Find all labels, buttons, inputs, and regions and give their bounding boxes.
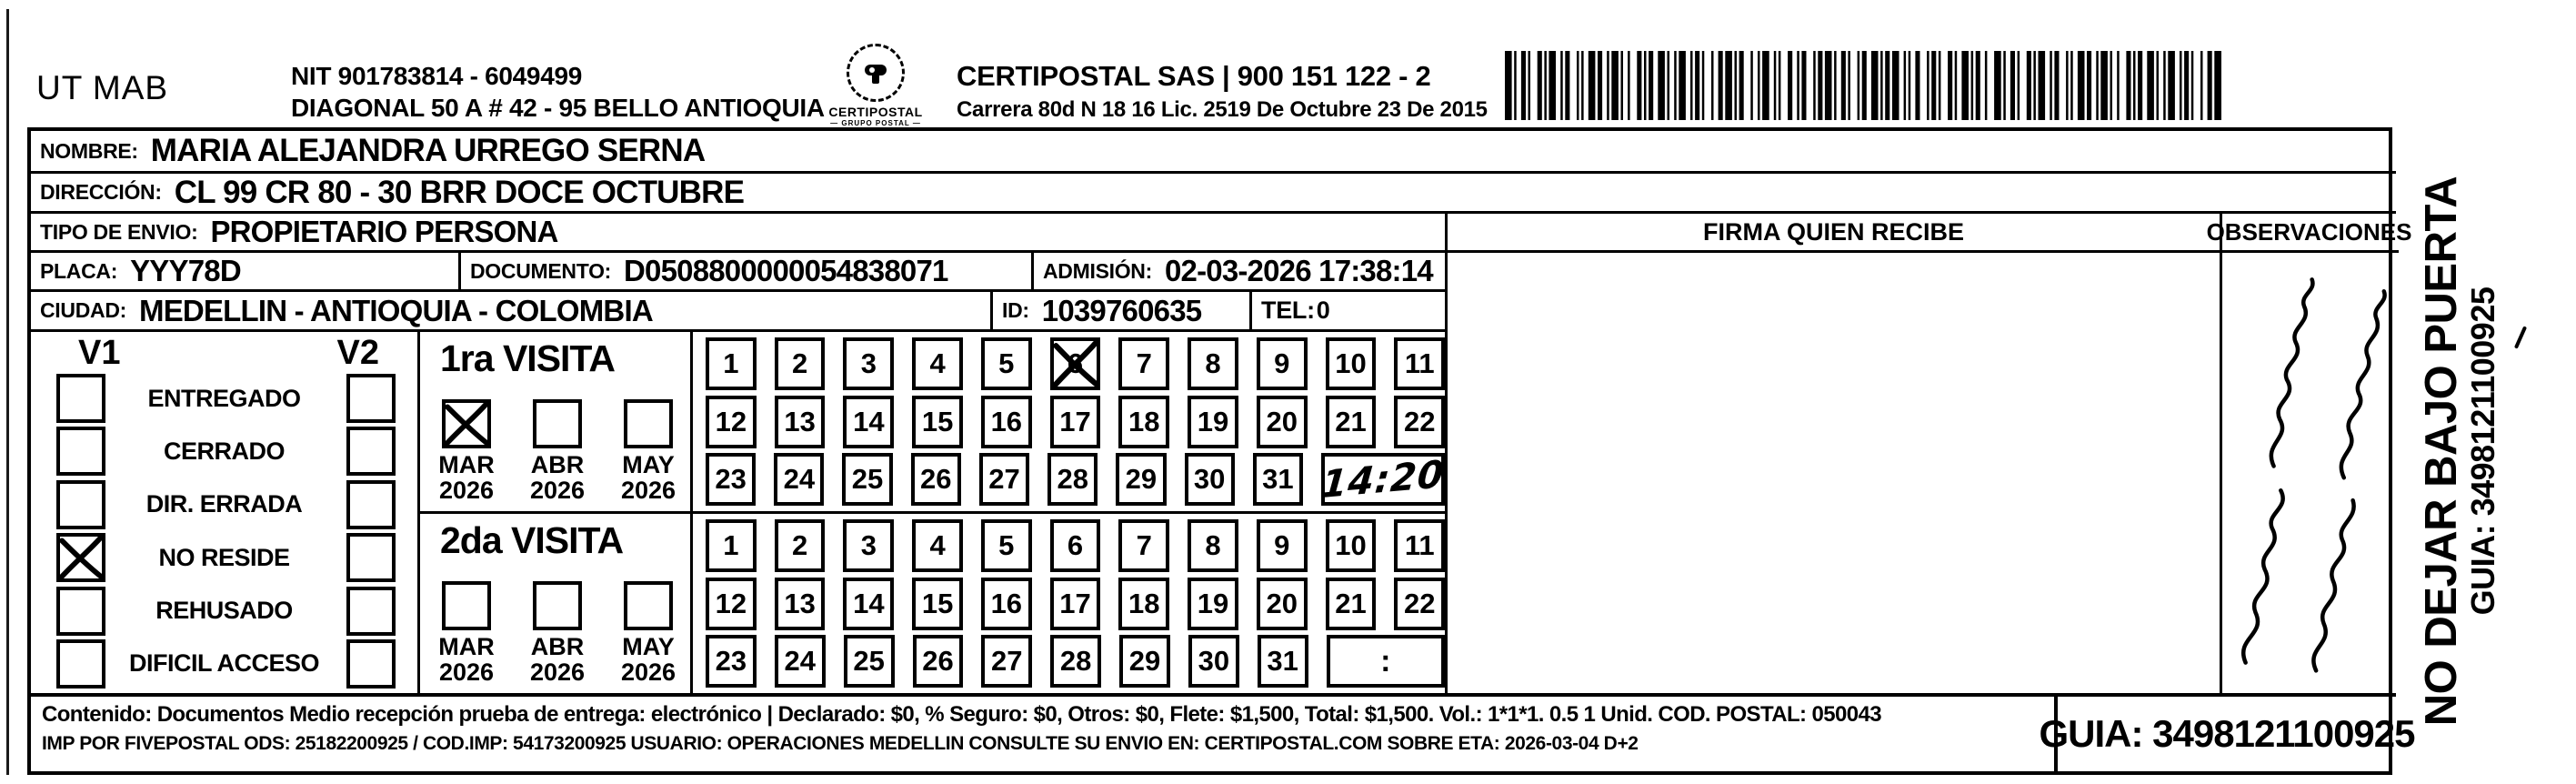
day-cell: 3: [843, 337, 894, 390]
day-row: [706, 337, 1445, 390]
visit-time-cell: [1321, 453, 1445, 506]
day-cell: 1: [706, 337, 757, 390]
contenido-line1: Contenido: Documentos Medio recepción prueba de entrega: electrónico | Declarado: $0, % Seguro: $0, Otros: $0, Flete: $1,500, Total: $1,500. Vol.: 1*1*1. 0.5 1 Unid. COD. POSTAL: 050043: [42, 702, 1881, 727]
contenido-line2: IMP POR FIVEPOSTAL ODS: 25182200925 / COD.IMP: 54173200925 USUARIO: OPERACIONES MEDELLIN CONSULTE SU ENVIO EN: CERTIPOSTAL.COM SOBRE ETA: 2026-03-04 D+2: [42, 733, 1639, 754]
day-cell: 16: [981, 578, 1032, 630]
v2-checkbox: [346, 639, 396, 689]
admision-cell: [1031, 250, 1445, 289]
status-option-label: CERRADO: [163, 437, 285, 465]
month-year: 2026: [620, 477, 677, 504]
side-warning-strip: [2391, 127, 2528, 775]
month-checkbox: [533, 399, 582, 448]
status-row: [31, 480, 417, 526]
visit-month: [615, 581, 682, 685]
nombre-label: NOMBRE:: [40, 138, 138, 163]
v1-checkbox: [56, 480, 105, 529]
day-cell: 16: [981, 396, 1032, 448]
placa-cell: [31, 250, 458, 289]
delivery-table: [27, 127, 2415, 775]
handwritten-x-mark: [440, 397, 493, 450]
day-cell: 13: [775, 578, 826, 630]
day-cell: 30: [1185, 453, 1235, 506]
tipo-envio-cell: [31, 211, 1445, 250]
direccion-label: DIRECCIÓN:: [40, 180, 162, 204]
day-cell: 9: [1257, 519, 1308, 572]
day-cell: 10: [1326, 519, 1377, 572]
second-visit-months: [433, 581, 682, 685]
documento-label: DOCUMENTO:: [470, 258, 612, 283]
handwritten-x-mark: [55, 531, 107, 584]
day-cell: 28: [1050, 635, 1101, 688]
nombre-row: [31, 131, 2396, 171]
month-name: MAR: [438, 451, 495, 478]
day-cell: 15: [912, 578, 963, 630]
side-guia-text: GUIA: 3498121100925: [2463, 286, 2501, 616]
day-cell: 25: [842, 453, 892, 506]
logo-tagline: — GRUPO POSTAL —: [830, 119, 921, 127]
status-rows: [31, 372, 417, 692]
barcode-image: [1505, 51, 2221, 120]
handwritten-time: 14:20: [1319, 452, 1447, 508]
day-cell: 4: [912, 337, 963, 390]
day-cell: 8: [1188, 337, 1238, 390]
tipo-envio-label: TIPO DE ENVIO:: [40, 219, 198, 244]
visit-month: [433, 581, 500, 685]
day-cell: 13: [775, 396, 826, 448]
v1-header: V1: [78, 334, 121, 372]
ciudad-value: MEDELLIN - ANTIOQUIA - COLOMBIA: [139, 293, 653, 327]
day-cell: 2: [775, 337, 826, 390]
day-cell: 19: [1188, 578, 1238, 630]
status-row: [31, 374, 417, 419]
day-cell: 11: [1394, 337, 1445, 390]
visit-month: [524, 399, 591, 503]
sender-address-block: [291, 60, 825, 124]
v1-checkbox: [56, 427, 105, 476]
day-cell: 12: [706, 578, 757, 630]
side-warning-text: NO DEJAR BAJO PUERTA: [2417, 176, 2467, 727]
month-checkbox: [533, 581, 582, 630]
documento-cell: [458, 250, 1031, 289]
v1-checkbox: [56, 533, 105, 582]
day-cell: 14: [843, 578, 894, 630]
unit-code: UT MAB: [36, 69, 169, 106]
visit-month: [433, 399, 500, 503]
day-cell: 30: [1188, 635, 1239, 688]
documento-value: D0508800000054838071: [624, 254, 948, 287]
status-option-label: DIR. ERRADA: [145, 490, 303, 518]
month-year: 2026: [438, 658, 495, 686]
month-year: 2026: [529, 477, 586, 504]
company-name-line: CERTIPOSTAL SAS | 900 151 122 - 2: [957, 60, 1431, 92]
day-cell: 31: [1258, 635, 1308, 688]
placa-label: PLACA:: [40, 258, 118, 283]
day-cell: 21: [1326, 396, 1377, 448]
month-checkbox: [624, 399, 673, 448]
month-year: 2026: [529, 658, 586, 686]
day-cell: 27: [979, 453, 1029, 506]
day-cell: 15: [912, 396, 963, 448]
scan-edge-line: [6, 9, 9, 775]
logo-stamp-icon: [847, 44, 905, 102]
day-cell: 20: [1257, 396, 1308, 448]
day-cell: 11: [1394, 519, 1445, 572]
day-cell: 19: [1188, 396, 1238, 448]
month-checkbox: [624, 581, 673, 630]
day-cell: 18: [1118, 578, 1169, 630]
placa-value: YYY78D: [130, 254, 241, 287]
id-value: 1039760635: [1041, 293, 1202, 327]
day-cell: 29: [1119, 635, 1170, 688]
v2-checkbox: [346, 587, 396, 636]
first-visit-months: [433, 399, 682, 503]
id-cell: [990, 289, 1249, 329]
v1-checkbox: [56, 587, 105, 636]
day-cell: 28: [1047, 453, 1098, 506]
tipo-envio-value: PROPIETARIO PERSONA: [210, 215, 558, 248]
day-cell: 20: [1257, 578, 1308, 630]
v2-checkbox: [346, 533, 396, 582]
month-year: 2026: [438, 477, 495, 504]
direccion-row: [31, 171, 2396, 211]
day-cell: 9: [1257, 337, 1308, 390]
month-name: MAY: [622, 451, 675, 478]
day-cell: 7: [1118, 337, 1169, 390]
day-cell: 5: [981, 337, 1032, 390]
company-info-block: [957, 60, 1488, 123]
status-row: [31, 427, 417, 472]
month-checkbox: [442, 581, 491, 630]
day-cell: 23: [706, 453, 756, 506]
visit-time-cell: [1327, 635, 1445, 688]
v2-header: V2: [336, 334, 379, 372]
day-cell: 25: [844, 635, 895, 688]
day-cell: 24: [775, 635, 826, 688]
day-cell: 22: [1394, 396, 1445, 448]
nit-line: NIT 901783814 - 6049499: [291, 62, 583, 90]
day-row: [706, 396, 1445, 448]
day-cell: 10: [1326, 337, 1377, 390]
month-name: MAY: [622, 633, 675, 660]
v2-checkbox: [346, 427, 396, 476]
company-license-line: Carrera 80d N 18 16 Lic. 2519 De Octubre 23 De 2015: [957, 97, 1488, 122]
day-cell: 26: [913, 635, 964, 688]
observaciones-header: OBSERVACIONES: [2220, 211, 2396, 250]
day-row: [706, 635, 1445, 688]
certipostal-logo: [812, 44, 939, 127]
direccion-value: CL 99 CR 80 - 30 BRR DOCE OCTUBRE: [174, 174, 745, 210]
sender-street-line: DIAGONAL 50 A # 42 - 95 BELLO ANTIOQUIA: [291, 94, 825, 122]
day-cell: 29: [1116, 453, 1166, 506]
day-cell: 4: [912, 519, 963, 572]
tel-label: TEL:: [1261, 297, 1315, 324]
day-cell: 6: [1050, 337, 1101, 390]
ciudad-cell: [31, 289, 990, 329]
admision-value: 02-03-2026 17:38:14: [1164, 254, 1433, 287]
status-block: [31, 329, 417, 696]
visit-month: [524, 581, 591, 685]
day-cell: 7: [1118, 519, 1169, 572]
second-visit-title: 2da VISITA: [440, 519, 624, 561]
firma-signature-area: [1445, 250, 2222, 696]
observaciones-area: [2220, 250, 2399, 696]
status-row: [31, 639, 417, 685]
second-visit-day-grid: [690, 511, 1445, 693]
month-name: ABR: [530, 451, 585, 478]
first-visit-day-grid: [690, 329, 1445, 511]
v2-checkbox: [346, 480, 396, 529]
day-row: [706, 453, 1445, 506]
day-cell: 26: [911, 453, 961, 506]
day-cell: 5: [981, 519, 1032, 572]
day-cell: 18: [1118, 396, 1169, 448]
day-cell: 14: [843, 396, 894, 448]
status-option-label: DIFICIL ACCESO: [128, 649, 319, 678]
day-cell: 23: [706, 635, 757, 688]
ciudad-label: CIUDAD:: [40, 298, 126, 322]
id-label: ID:: [1002, 298, 1029, 322]
day-cell: 17: [1050, 578, 1101, 630]
day-row: [706, 519, 1445, 572]
status-row: [31, 533, 417, 578]
day-cell: 3: [843, 519, 894, 572]
month-name: MAR: [438, 633, 495, 660]
contenido-cell: [31, 693, 2065, 780]
day-cell: 2: [775, 519, 826, 572]
day-cell: 6: [1050, 519, 1101, 572]
day-cell: 21: [1326, 578, 1377, 630]
v1-checkbox: [56, 639, 105, 689]
day-cell: 31: [1253, 453, 1303, 506]
observaciones-handwriting: [2222, 253, 2399, 696]
admision-label: ADMISIÓN:: [1043, 258, 1152, 283]
nombre-value: MARIA ALEJANDRA URREGO SERNA: [150, 133, 706, 168]
day-row: [706, 578, 1445, 630]
month-checkbox: [442, 399, 491, 448]
visit-month: [615, 399, 682, 503]
logo-brand-text: CERTIPOSTAL: [828, 105, 923, 119]
day-cell: 22: [1394, 578, 1445, 630]
day-cell: 24: [774, 453, 824, 506]
time-placeholder: :: [1380, 643, 1391, 678]
month-year: 2026: [620, 658, 677, 686]
month-name: ABR: [530, 633, 585, 660]
day-cell: 1: [706, 519, 757, 572]
tel-value: 0: [1316, 297, 1330, 324]
handwritten-x-mark: [1048, 336, 1103, 392]
first-visit-title: 1ra VISITA: [440, 337, 616, 379]
status-option-label: NO RESIDE: [158, 543, 290, 571]
v1-checkbox: [56, 374, 105, 423]
tel-cell: [1249, 289, 1445, 329]
first-visit-cell: [417, 329, 690, 511]
day-cell: 17: [1050, 396, 1101, 448]
firma-header: FIRMA QUIEN RECIBE: [1445, 211, 2220, 250]
day-cell: 12: [706, 396, 757, 448]
day-cell: 27: [981, 635, 1032, 688]
status-row: [31, 587, 417, 632]
status-option-label: REHUSADO: [155, 597, 293, 625]
status-option-label: ENTREGADO: [147, 384, 301, 412]
day-cell: 8: [1188, 519, 1238, 572]
v2-checkbox: [346, 374, 396, 423]
guia-cell: GUIA: 3498121100925: [2054, 693, 2396, 771]
second-visit-cell: [417, 511, 690, 693]
